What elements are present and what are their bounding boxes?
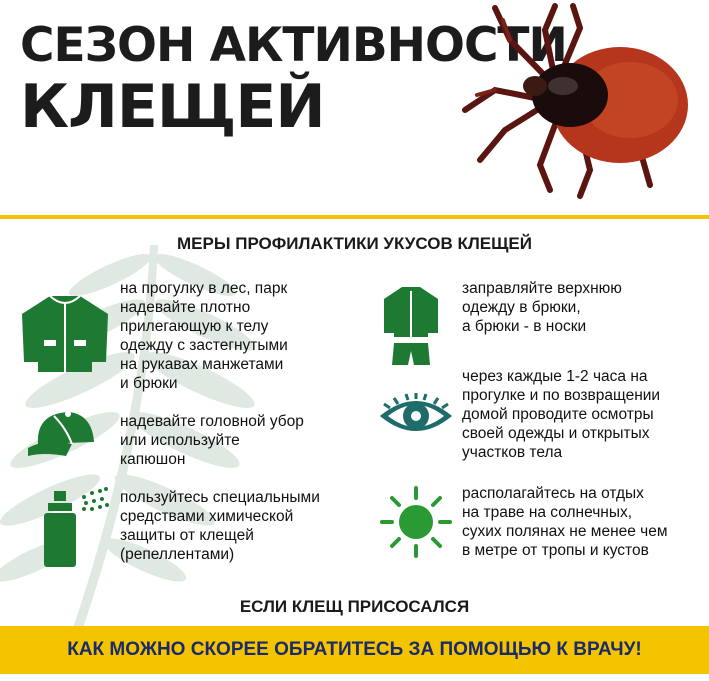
spray-icon <box>38 487 110 569</box>
tip-headwear-text: надевайте головной убор или используйте капюшон <box>120 413 304 468</box>
tip-repellent-text: пользуйтесь специальными средствами химической защиты от клещей (репеллентами) <box>120 489 320 563</box>
tip-rest-text: располагайтесь на отдых на траве на солнечных, сухих полянах не менее чем в метре от тропы и кустов <box>462 485 668 559</box>
attached-tick-heading: ЕСЛИ КЛЕЩ ПРИСОСАЛСЯ <box>239 597 470 616</box>
doctor-banner <box>0 626 709 674</box>
tip-clothing-text: на прогулку в лес, парк надевайте плотно прилегающую к телу одежду с застегнутыми на рукавах манжетами и брюки <box>120 280 288 392</box>
tip-tuck-text: заправляйте верхнюю одежду в брюки, а брюки - в носки <box>462 280 622 335</box>
suit-icon <box>380 285 442 367</box>
section-title: МЕРЫ ПРОФИЛАКТИКИ УКУСОВ КЛЕЩЕЙ <box>177 234 532 253</box>
jacket-icon <box>20 292 110 374</box>
banner-text: КАК МОЖНО СКОРЕЕ ОБРАТИТЕСЬ ЗА ПОМОЩЬЮ К ВРАЧУ! <box>67 639 642 660</box>
divider-line <box>0 215 709 219</box>
tick-icon <box>455 0 705 210</box>
eye-icon <box>378 392 454 440</box>
sun-icon <box>378 484 454 560</box>
cap-icon <box>26 408 100 460</box>
tip-inspection-text: через каждые 1-2 часа на прогулке и по возвращении домой проводите осмотры своей одежды и открытых участков тела <box>462 368 661 461</box>
page-title-line1: СЕЗОН АКТИВНОСТИ <box>20 18 567 73</box>
page-title-line2: КЛЕЩЕЙ <box>20 72 325 142</box>
